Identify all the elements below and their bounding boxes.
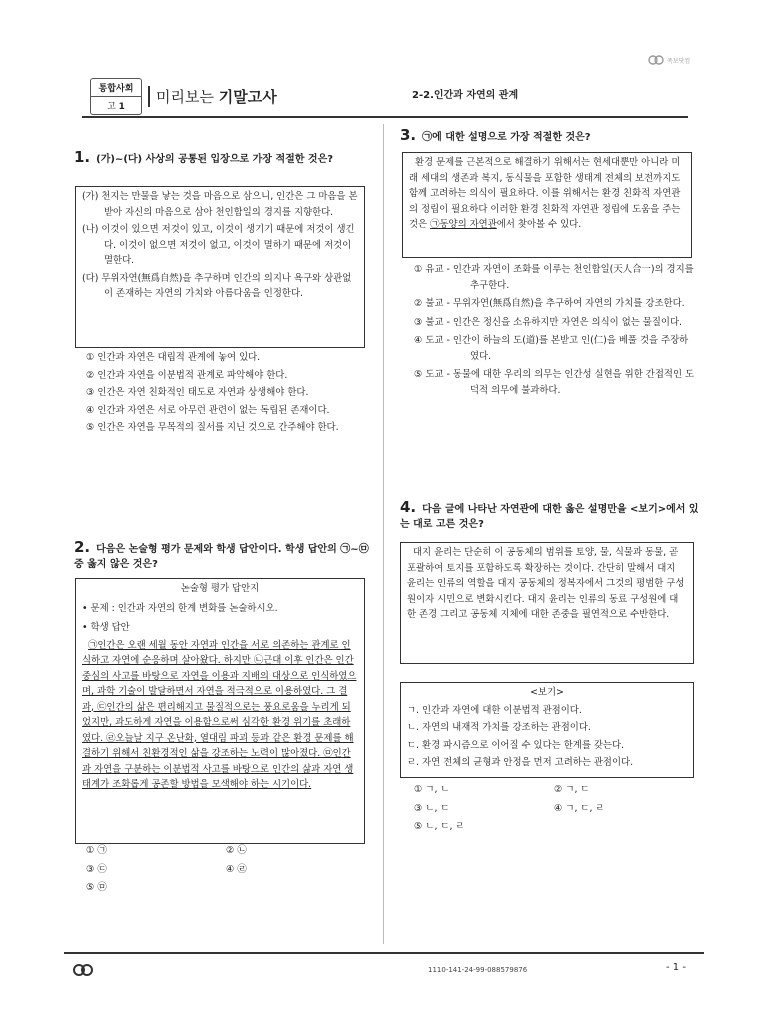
q2-number: 2. (74, 538, 91, 556)
grade-label (91, 97, 141, 114)
q3-question: ㉠에 대한 설명으로 가장 적절한 것은? (422, 132, 591, 143)
page-number: - 1 - (666, 962, 686, 973)
title-prefix: 미리보는 (156, 88, 214, 106)
q1-title (74, 150, 374, 167)
subject-label: 통합사회 (91, 79, 141, 97)
q1-option-2[interactable]: ② 인간과 자연을 이분법적 관계로 파악해야 한다. (86, 369, 288, 381)
q1-number: 1. (74, 148, 91, 166)
q4-bogi-box (400, 682, 694, 778)
q4-bogi-title: <보기> (530, 687, 564, 698)
page-header (82, 76, 688, 118)
q4-bogi-2: ㄴ. 자연의 내재적 가치를 강조하는 관점이다. (407, 722, 591, 733)
q4-option-3[interactable]: ③ ㄴ, ㄷ (414, 802, 450, 814)
q3-passage-underline: ㉠동양의 자연관 (430, 219, 497, 230)
q1-passage-box (75, 186, 365, 348)
publisher-logo (648, 54, 690, 66)
q4-option-1[interactable]: ① ㄱ, ㄴ (414, 784, 450, 795)
q3-number: 3. (400, 126, 417, 144)
q2-answer-sheet (75, 578, 365, 844)
q4-bogi-4: ㄹ. 자연 전체의 균형과 안정을 먼저 고려하는 관점이다. (407, 757, 634, 768)
q4-question: 다음 글에 나타난 자연관에 대한 옳은 설명만을 <보기>에서 있는 대로 고른 것은? (400, 504, 699, 530)
q4-bogi-3: ㄷ. 환경 파시즘으로 이어질 수 있다는 한계를 갖는다. (407, 739, 625, 751)
q4-number: 4. (400, 498, 417, 516)
q1-option-1[interactable]: ① 인간과 자연은 대립적 관계에 놓여 있다. (86, 352, 261, 363)
q4-passage: 대지 윤리는 단순히 이 공동체의 범위를 토양, 물, 식물과 동물, 곧 포괄하여 토지를 포함하도록 확장하는 것이다. 간단히 말해서 대지 윤리는 인류의 역할을 대지 공동체의 정복자에서 그것의 평범한 구성원이자 시민으로 변화시킨다. 대지 윤리는 인류의 동료 구성원에 대한 존경 그리고 공동체 지체에 대한 존중을 필연적으로 수반한다. (407, 547, 685, 620)
q1-option-4[interactable]: ④ 인간과 자연은 서로 아무런 관련이 없는 독립된 존재이다. (86, 404, 330, 416)
footer-code: 1110-141-24-99-088579876 (428, 966, 528, 974)
footer-logo (72, 962, 94, 981)
footer-divider (64, 952, 704, 954)
column-divider (383, 124, 384, 944)
q3-option-4[interactable]: ④ 도교 - 인간이 하늘의 도(道)를 본받고 인(仁)을 베풀 것을 주장하였다. (414, 335, 689, 362)
q1-question: (가)~(다) 사상의 공통된 입장으로 가장 적절한 것은? (96, 154, 334, 165)
q1-option-3[interactable]: ③ 인간은 자연 친화적인 태도로 자연과 상생해야 한다. (86, 387, 309, 398)
q3-passage (409, 155, 685, 233)
q1-options (86, 350, 366, 438)
q2-sheet-title: 논술형 평가 답안지 (180, 583, 260, 594)
q3-option-2[interactable]: ② 불교 - 무위자연(無爲自然)을 추구하여 자연의 가치를 강조한다. (414, 298, 685, 309)
q3-option-3[interactable]: ③ 불교 - 인간은 정신을 소유하지만 자연은 의식이 없는 물질이다. (414, 316, 682, 328)
q3-passage-box (402, 152, 692, 258)
grade-num: 1 (118, 102, 125, 112)
publisher-name: 족보닷컴 (667, 57, 691, 65)
q4-title (400, 500, 700, 532)
page-title (148, 86, 277, 107)
subject-badge (90, 78, 142, 115)
title-main: 기말고사 (218, 88, 277, 106)
q4-option-4[interactable]: ④ ㄱ, ㄷ, ㄹ (554, 802, 605, 814)
q3-options (414, 262, 696, 401)
q4-option-2[interactable]: ② ㄱ, ㄷ (554, 784, 590, 795)
q3-passage-pre: 환경 문제를 근본적으로 해결하기 위해서는 현세대뿐만 아니라 미래 세대의 생존과 복지, 동식물을 포함한 생태계 전체의 보전까지도 함께 고려하는 의식이 필요하다. 이를 위해서는 환경 친화적 자연관의 정립이 필요하다 이러한 환경 친화적 자연관 정립에 도움을 주는 것은 (409, 157, 681, 230)
publisher-mark-icon (648, 54, 664, 66)
q1-passage-ga: (가) 천지는 만물을 낳는 것을 마음으로 삼으니, 인간은 그 마음을 본받아 자신의 마음으로 삼아 천인합일의 경지를 지향한다. (82, 191, 358, 218)
q2-problem: • 문제 : 인간과 자연의 한계 변화를 논술하시오. (82, 602, 278, 614)
q2-option-2[interactable]: ② ㉡ (226, 845, 247, 856)
q2-answer-label: • 학생 답안 (82, 622, 130, 633)
q1-passage-na: (나) 이것이 있으면 저것이 있고, 이것이 생기기 때문에 저것이 생긴다. 이것이 없으면 저것이 없고, 이것이 멸하기 때문에 저것이 멸한다. (82, 224, 355, 266)
q3-title (400, 128, 700, 145)
q2-option-5[interactable]: ⑤ ㉤ (86, 882, 107, 893)
q1-passage-da: (다) 무위자연(無爲自然)을 추구하며 인간의 의지나 욕구와 상관없이 존재하는 자연의 가치와 아름다움을 인정한다. (82, 272, 352, 299)
q2-question: 다음은 논술형 평가 문제와 학생 답안이다. 학생 답안의 ㉠~㉤중 옳지 않은 것은? (74, 544, 369, 570)
q4-option-5[interactable]: ⑤ ㄴ, ㄷ, ㄹ (414, 821, 465, 832)
q2-option-1[interactable]: ① ㉠ (86, 845, 107, 856)
grade-prefix: 고 (107, 102, 116, 112)
q3-option-5[interactable]: ⑤ 도교 - 동물에 대한 우리의 의무는 인간성 실현을 위한 간접적인 도덕적 의무에 불과하다. (414, 369, 695, 396)
q2-options (86, 843, 366, 896)
q4-passage-box (400, 542, 694, 664)
q2-option-3[interactable]: ③ ㉢ (86, 863, 107, 875)
q4-bogi-1: ㄱ. 인간과 자연에 대한 이분법적 관점이다. (407, 704, 582, 716)
q4-options (414, 782, 696, 835)
q2-answer-text: ㉠인간은 오랜 세월 동안 자연과 인간을 서로 의존하는 관계로 인식하고 자연에 순응하며 살아왔다. 하지만 ㉡근대 이후 인간은 인간 중심의 사고를 바탕으로 자연을 이용과 지배의 대상으로 인식하였으며, 과학 기술이 발달하면서 자연을 적극적으로 이용하였다. 그 결과, ㉢인간의 삶은 편리해지고 물질적으로는 풍요로움을 누리게 되었지만, 과도하게 자연을 이용함으로써 심각한 환경 위기를 초래하였다. ㉣오늘날 지구 온난화, 열대림 파괴 등과 같은 환경 문제를 해결하기 위해서 친환경적인 삶을 강조하는 노력이 많아졌다. ㉤인간과 자연을 구분하는 이분법적 사고를 바탕으로 인간의 삶과 자연 생태계가 조화롭게 공존할 방법을 모색해야 하는 시기이다. (82, 639, 357, 790)
q1-option-5[interactable]: ⑤ 인간은 자연을 무목적의 질서를 지닌 것으로 간주해야 한다. (86, 422, 339, 433)
q2-title (74, 540, 374, 572)
q3-option-1[interactable]: ① 유교 - 인간과 자연이 조화를 이루는 천인합일(天人合一)의 경지를 추구한다. (414, 264, 694, 291)
q3-passage-post: 에서 찾아볼 수 있다. (496, 219, 582, 230)
footer-logo-icon (72, 962, 94, 978)
unit-title: 2-2.인간과 자연의 관계 (412, 90, 519, 101)
q2-option-4[interactable]: ④ ㉣ (226, 863, 247, 875)
